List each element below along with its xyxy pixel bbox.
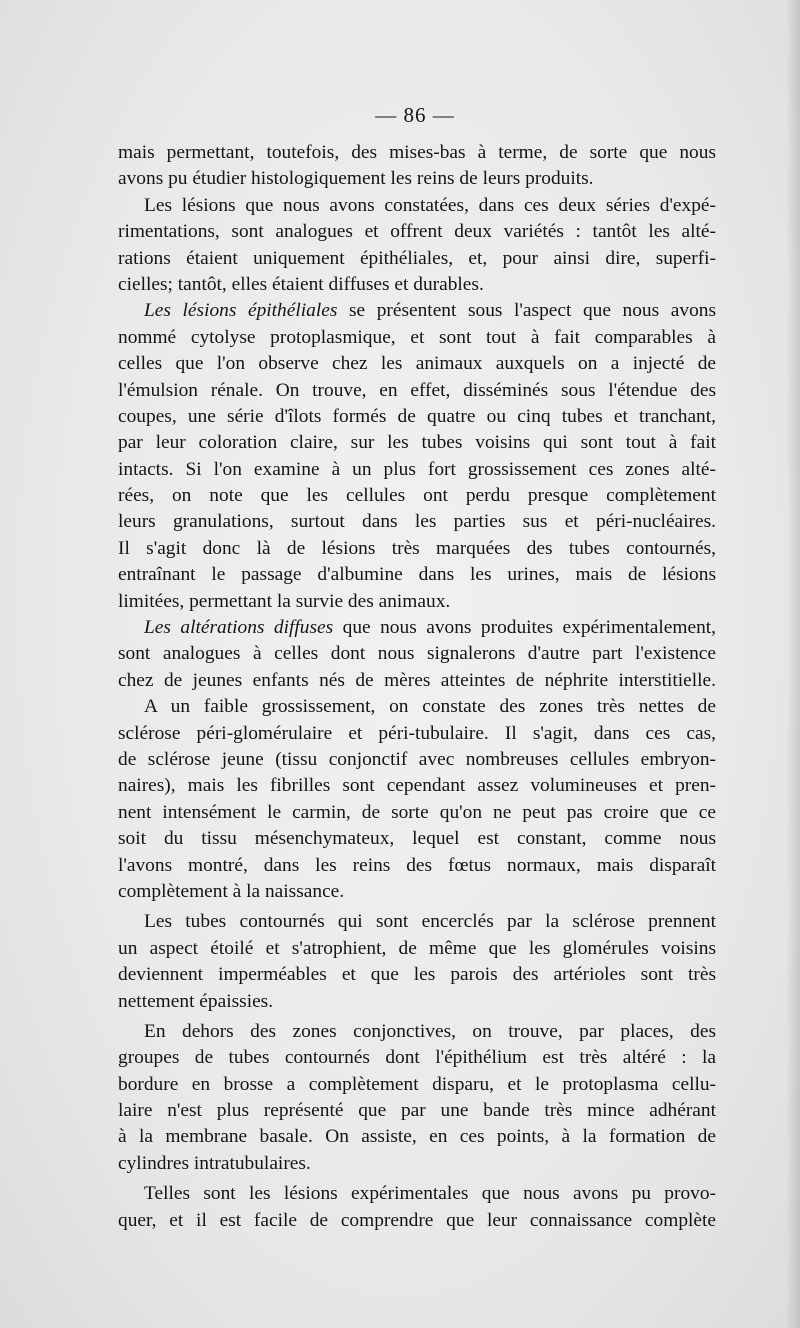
line-text: rations étaient uniquement épithéliales, et, pour ainsi dire, superfi-: [118, 247, 716, 269]
line-text: soit du tissu mésenchymateux, lequel est constant, comme nous: [118, 828, 716, 850]
line-text: sclérose péri-glomérulaire et péri-tubulaire. Il s'agit, dans ces cas,: [118, 722, 716, 744]
line-text: mais permettant, toutefois, des mises-bas à terme, de sorte que nous: [118, 142, 716, 163]
text-line: [118, 562, 716, 588]
line-text: nommé cytolyse protoplasmique, et sont tout à fait comparables à: [118, 326, 716, 348]
line-text: par leur coloration claire, sur les tubes voisins qui sont tout à fait: [118, 432, 716, 454]
line-text: cielles; tantôt, elles étaient diffuses et durables.: [118, 273, 484, 295]
italic-phrase: Les lésions épithéliales: [144, 300, 338, 322]
italic-phrase: Les altérations diffuses: [144, 617, 334, 639]
text-line: [118, 1151, 716, 1177]
text-line: [118, 1098, 716, 1124]
text-line: [118, 936, 716, 962]
line-text: Les tubes contournés qui sont encerclés par la sclérose prennent: [144, 911, 716, 933]
line-text: limitées, permettant la survie des animaux.: [118, 590, 451, 612]
line-text: laire n'est plus représenté que par une bande très mince adhérant: [118, 1100, 716, 1122]
text-line: [118, 773, 716, 799]
text-line: [118, 140, 716, 166]
text-line: [118, 1124, 716, 1150]
line-text: de sclérose jeune (tissu conjonctif avec nombreuses cellules embryon-: [118, 748, 716, 770]
text-line: [118, 879, 716, 905]
text-line: [118, 457, 716, 483]
line-text: un aspect étoilé et s'atrophient, de même que les glomérules voisins: [118, 937, 716, 959]
line-text: groupes de tubes contournés dont l'épithélium est très altéré : la: [118, 1047, 716, 1069]
text-line: [118, 246, 716, 272]
line-text: avons pu étudier histologiquement les reins de leurs produits.: [118, 168, 594, 190]
text-line: [118, 219, 716, 245]
text-line: [118, 989, 716, 1015]
text-line: [118, 1019, 716, 1045]
page-number: — 86 —: [375, 103, 455, 127]
text-line: [118, 1045, 716, 1071]
line-text: à la membrane basale. On assiste, en ces points, à la formation de: [118, 1126, 716, 1148]
text-line: [118, 404, 716, 430]
text-line: [118, 378, 716, 404]
text-line: [118, 430, 716, 456]
line-text: deviennent imperméables et que les parois des artérioles sont très: [118, 964, 716, 986]
text-line: [118, 747, 716, 773]
line-text: se présentent sous l'aspect que nous avons: [337, 300, 717, 322]
text-line: [118, 615, 716, 641]
line-text: entraînant le passage d'albumine dans les urines, mais de lésions: [118, 564, 716, 586]
line-text: rées, on note que les cellules ont perdu presque complètement: [118, 485, 716, 507]
page-edge-shadow: [786, 0, 800, 1328]
line-text: chez de jeunes enfants nés de mères atteintes de néphrite interstitielle.: [118, 669, 716, 691]
text-line: [118, 351, 716, 377]
text-line: [118, 800, 716, 826]
text-line: [118, 1072, 716, 1098]
text-line: [118, 853, 716, 879]
text-line: [118, 589, 716, 615]
text-line: [118, 668, 716, 694]
line-text: nettement épaissies.: [118, 990, 274, 1012]
body-text: [118, 140, 716, 1234]
text-line: [118, 826, 716, 852]
text-line: [118, 193, 716, 219]
line-text: nent intensément le carmin, de sorte qu'on ne peut pas croire que ce: [118, 801, 716, 823]
line-text: bordure en brosse a complètement disparu, et le protoplasma cellu-: [118, 1073, 716, 1095]
line-text: l'émulsion rénale. On trouve, en effet, disséminés sous l'étendue des: [118, 379, 716, 401]
line-text: complètement à la naissance.: [118, 880, 345, 902]
line-text: Il s'agit donc là de lésions très marquées des tubes contournés,: [118, 537, 716, 559]
text-line: [118, 325, 716, 351]
text-line: [118, 909, 716, 935]
line-text: Telles sont les lésions expérimentales que nous avons pu provo-: [144, 1183, 716, 1205]
text-line: [118, 166, 716, 192]
text-line: [118, 509, 716, 535]
text-line: [118, 1181, 716, 1207]
line-text: l'avons montré, dans les reins des fœtus normaux, mais disparaît: [118, 854, 716, 876]
text-line: [118, 272, 716, 298]
line-text: rimentations, sont analogues et offrent deux variétés : tantôt les alté-: [118, 221, 716, 243]
line-text: sont analogues à celles dont nous signalerons d'autre part l'existence: [118, 643, 716, 665]
text-line: [118, 1208, 716, 1234]
line-text: quer, et il est facile de comprendre que leur connaissance complète: [118, 1209, 716, 1231]
line-text: naires), mais les fibrilles sont cependant assez volumineuses et pren-: [118, 775, 716, 797]
line-text: intacts. Si l'on examine à un plus fort grossissement ces zones alté-: [118, 458, 716, 480]
line-text: cylindres intratubulaires.: [118, 1152, 311, 1174]
line-text: leurs granulations, surtout dans les parties sus et péri-nucléaires.: [118, 511, 716, 533]
text-line: [118, 962, 716, 988]
line-text: celles que l'on observe chez les animaux auxquels on a injecté de: [118, 353, 716, 375]
text-line: [118, 298, 716, 324]
text-line: [118, 483, 716, 509]
line-text: Les lésions que nous avons constatées, dans ces deux séries d'expé-: [144, 194, 716, 216]
line-text: En dehors des zones conjonctives, on trouve, par places, des: [144, 1020, 716, 1042]
line-text: coupes, une série d'îlots formés de quatre ou cinq tubes et tranchant,: [118, 405, 716, 427]
text-line: [118, 536, 716, 562]
text-line: [118, 721, 716, 747]
line-text: que nous avons produites expérimentalement,: [333, 617, 716, 639]
line-text: A un faible grossissement, on constate des zones très nettes de: [144, 696, 716, 718]
text-line: [118, 641, 716, 667]
text-line: [118, 694, 716, 720]
